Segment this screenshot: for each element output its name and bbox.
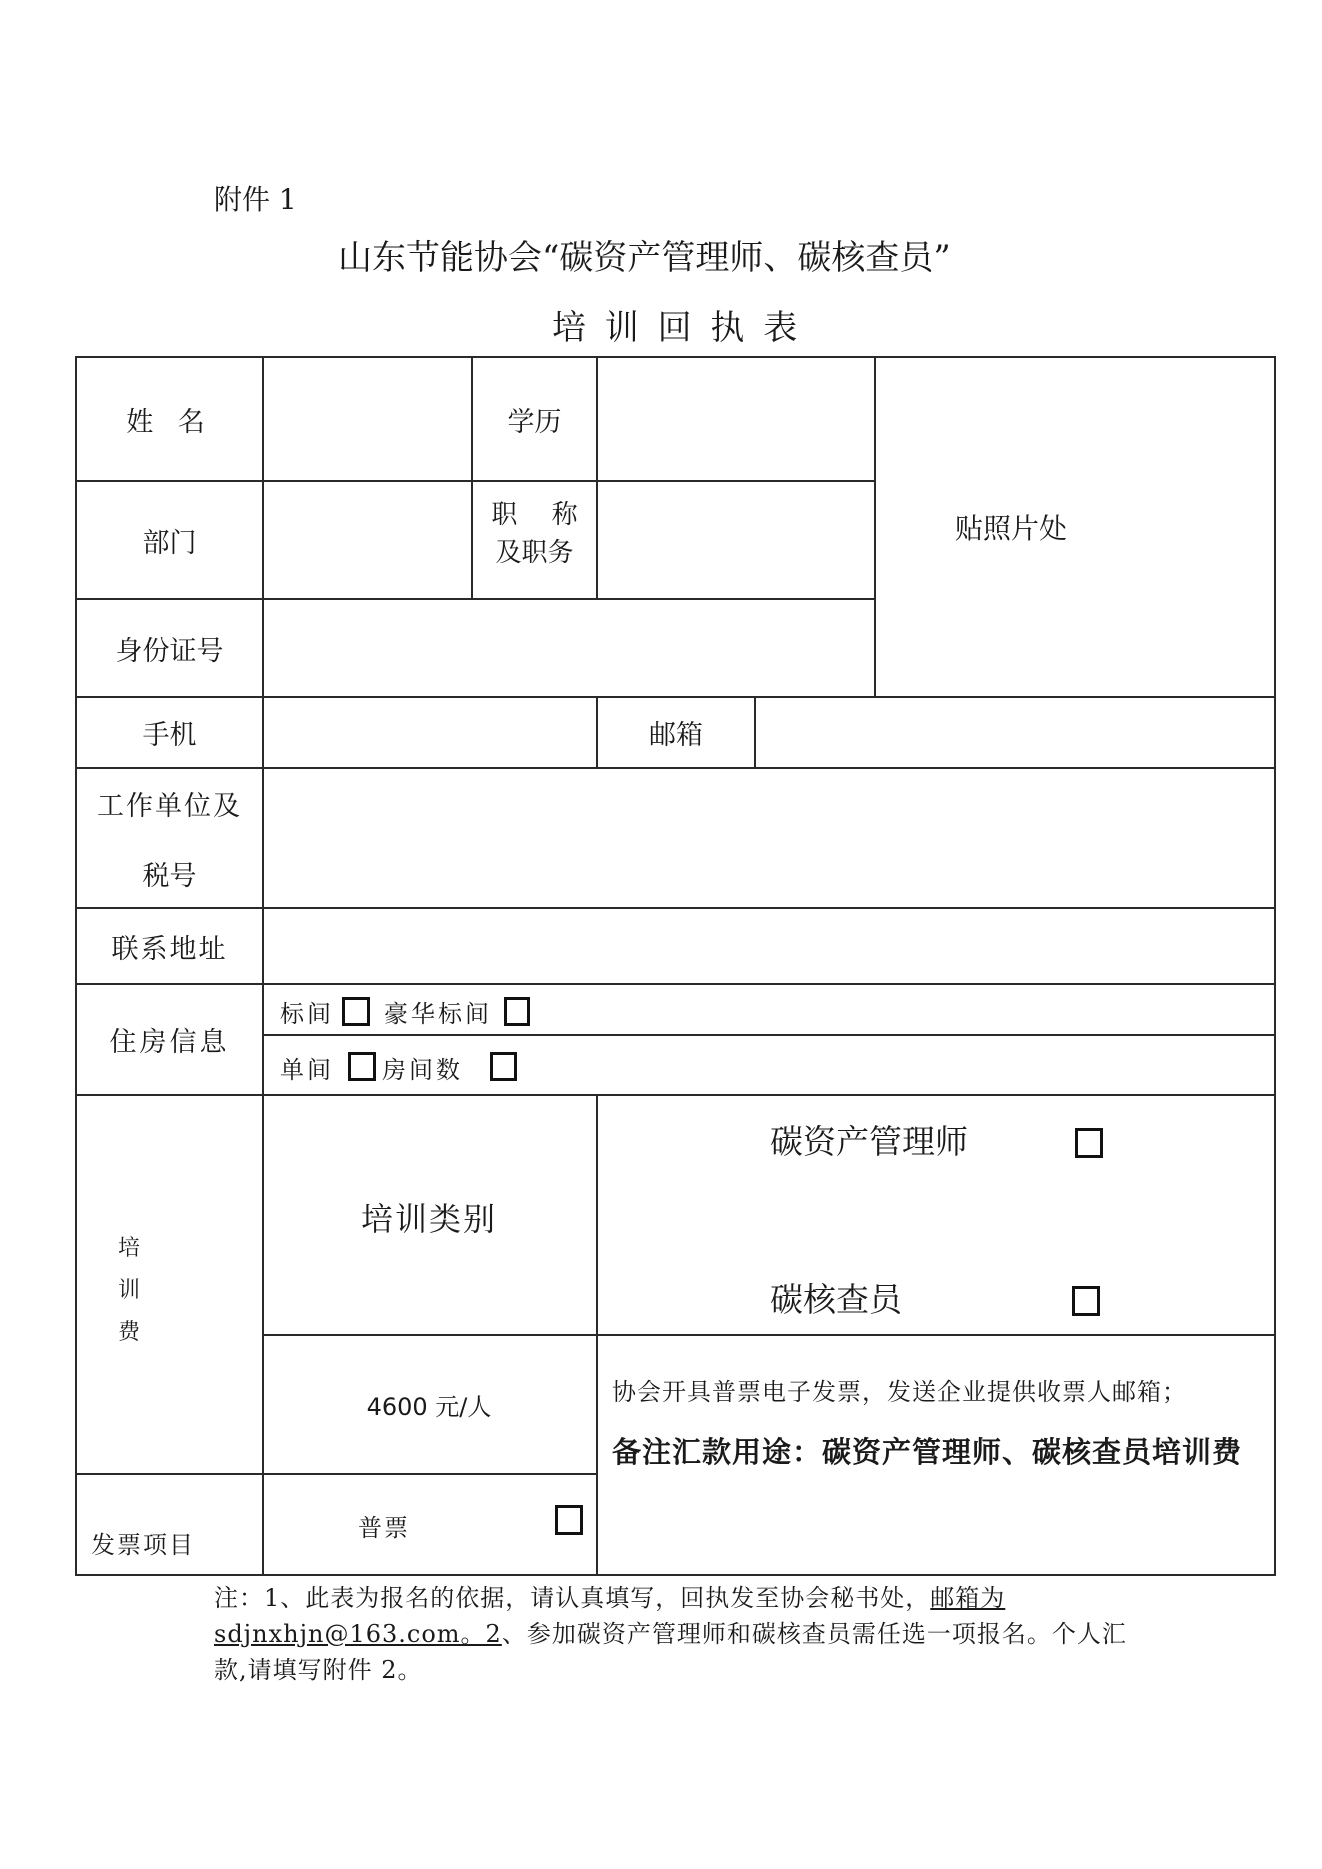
name-label: 姓 名	[126, 406, 213, 438]
email-field[interactable]	[756, 698, 1274, 767]
notes-line-2	[214, 1616, 1154, 1652]
id-number-field[interactable]	[264, 600, 874, 696]
training-option-carbon-asset-checkbox[interactable]	[1075, 1128, 1103, 1158]
phone-label: 手机	[142, 720, 197, 751]
notes-email-link[interactable]: sdjnxhjn@163.com。2	[214, 1620, 502, 1648]
training-fee-label	[114, 1228, 144, 1354]
document-subtitle: 培 训 回 执 表	[552, 308, 802, 348]
training-option-carbon-asset-label: 碳资产管理师	[770, 1122, 968, 1161]
training-option-carbon-verifier-label: 碳核查员	[770, 1280, 902, 1319]
company-label	[77, 772, 262, 912]
invoice-note: 协会开具普票电子发票，发送企业提供收票人邮箱；	[612, 1378, 1187, 1406]
company-label-line2: 税号	[142, 861, 197, 892]
id-number-label: 身份证号	[115, 635, 224, 667]
education-field[interactable]	[598, 358, 874, 480]
company-field[interactable]	[264, 769, 1274, 907]
job-title-label-line1: 职 称	[491, 500, 578, 530]
notes-line-3: 款,请填写附件 2。	[214, 1656, 423, 1684]
notes-email-prefix: 邮箱为	[930, 1584, 1006, 1612]
notes-line-1-text: 注：1、此表为报名的依据，请认真填写，回执发至协会秘书处，	[214, 1584, 931, 1612]
payment-remark: 备注汇款用途：碳资产管理师、碳核查员培训费	[612, 1435, 1243, 1469]
email-label: 邮箱	[649, 720, 703, 751]
room-count-checkbox[interactable]	[490, 1052, 517, 1081]
job-title-field[interactable]	[598, 482, 874, 598]
invoice-label: 发票项目	[91, 1531, 195, 1559]
housing-deluxe-checkbox[interactable]	[504, 997, 530, 1026]
training-option-carbon-verifier-checkbox[interactable]	[1072, 1286, 1100, 1316]
housing-label: 住房信息	[109, 1027, 230, 1058]
training-type-label: 培训类别	[360, 1200, 497, 1238]
housing-single-checkbox[interactable]	[348, 1052, 376, 1081]
address-field[interactable]	[264, 909, 1274, 983]
housing-standard-label: 标间	[280, 1000, 334, 1028]
job-title-label	[473, 496, 596, 586]
department-label: 部门	[142, 527, 197, 559]
housing-deluxe-label: 豪华标间	[384, 1000, 492, 1028]
job-title-label-line2: 及职务	[495, 538, 574, 568]
training-fee-char-2: 训	[117, 1278, 140, 1303]
room-count-label: 房间数	[382, 1056, 463, 1084]
training-fee-char-3: 费	[117, 1320, 140, 1345]
training-fee-char-1: 培	[117, 1236, 140, 1261]
invoice-option-checkbox[interactable]	[555, 1505, 583, 1535]
company-label-line1: 工作单位及	[97, 791, 242, 822]
notes-line-1	[214, 1580, 1154, 1616]
housing-standard-checkbox[interactable]	[342, 997, 370, 1026]
notes-line-2-text: 、参加碳资产管理师和碳核查员需任选一项报名。个人汇	[501, 1620, 1127, 1648]
housing-single-label: 单间	[280, 1056, 334, 1084]
department-field[interactable]	[264, 482, 471, 598]
address-label: 联系地址	[111, 933, 228, 965]
photo-placeholder[interactable]: 贴照片处	[954, 512, 1067, 545]
education-label: 学历	[507, 406, 562, 438]
phone-field[interactable]	[264, 698, 596, 767]
attachment-label: 附件 1	[214, 183, 297, 216]
name-field[interactable]	[264, 358, 471, 480]
document-title: 山东节能协会“碳资产管理师、碳核查员”	[338, 238, 951, 278]
price-text: 4600 元/人	[366, 1393, 492, 1421]
notes	[214, 1580, 1154, 1688]
invoice-option-label: 普票	[358, 1514, 410, 1542]
